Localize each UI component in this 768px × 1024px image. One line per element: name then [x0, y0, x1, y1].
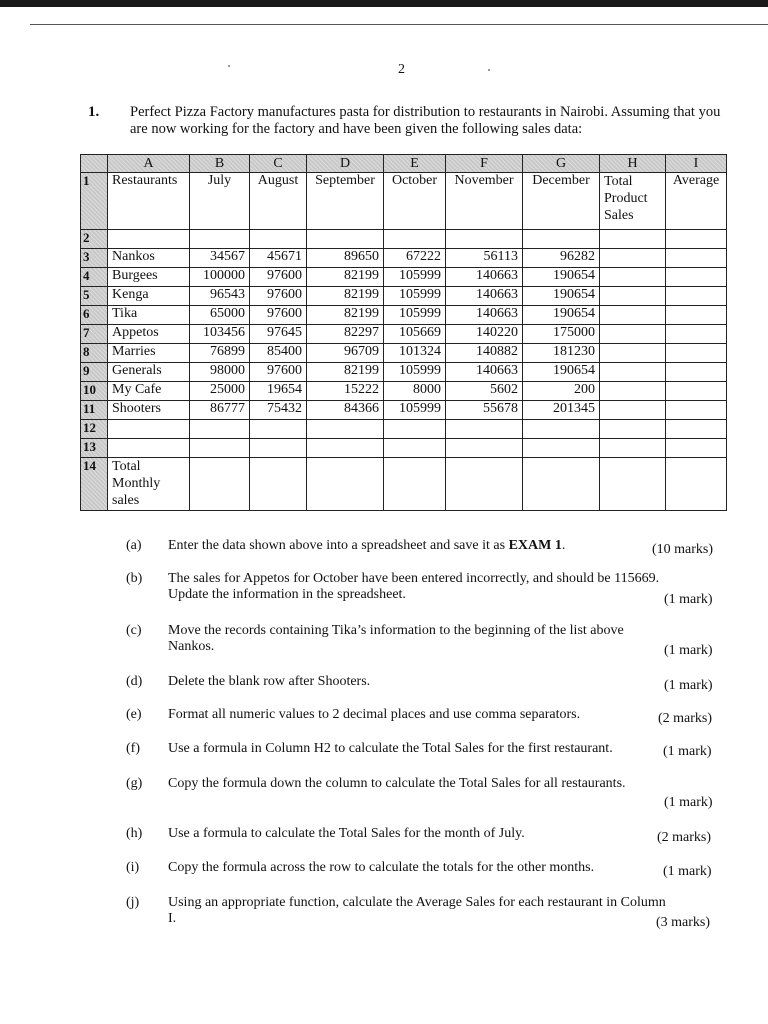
sales-cell: 19654 [250, 382, 307, 401]
total-cell [384, 458, 446, 511]
sales-cell [446, 439, 523, 458]
sales-cell: 97645 [250, 325, 307, 344]
restaurant-cell: My Cafe [108, 382, 190, 401]
sales-cell: 8000 [384, 382, 446, 401]
total-cell [190, 458, 250, 511]
header-cell-december: December [523, 173, 600, 230]
task-text: Copy the formula down the column to calculate the Total Sales for all restaurants. [168, 776, 626, 791]
header-cell-total-product-sales: Total Product Sales [600, 173, 666, 230]
sales-cell: 105999 [384, 401, 446, 420]
task-label: (g) [126, 776, 143, 791]
task-text: Use a formula to calculate the Total Sales for the month of July. [168, 826, 525, 841]
task-text: Copy the formula across the row to calculate the totals for the other months. [168, 860, 595, 875]
data-row [81, 287, 727, 306]
restaurant-cell [108, 230, 190, 249]
sales-cell: 97600 [250, 363, 307, 382]
sales-cell [600, 439, 666, 458]
sales-cell [666, 249, 727, 268]
row-number: 14 [81, 458, 108, 511]
sales-cell: 175000 [523, 325, 600, 344]
sales-cell [600, 306, 666, 325]
header-cell-november: November [446, 173, 523, 230]
sales-cell: 82199 [307, 287, 384, 306]
sales-cell: 190654 [523, 287, 600, 306]
sales-cell [600, 249, 666, 268]
task-label: (i) [126, 860, 140, 875]
task-label: (h) [126, 826, 143, 841]
column-header-h: H [600, 155, 666, 173]
column-header-f: F [446, 155, 523, 173]
sales-cell: 181230 [523, 344, 600, 363]
task-text: Using an appropriate function, calculate the Average Sales for each restaurant in Column I. [168, 895, 666, 926]
sales-cell: 200 [523, 382, 600, 401]
sales-cell [384, 420, 446, 439]
sales-cell: 97600 [250, 287, 307, 306]
sales-cell [250, 230, 307, 249]
sales-cell [600, 230, 666, 249]
sales-cell: 96543 [190, 287, 250, 306]
data-row [81, 325, 727, 344]
sales-cell [384, 230, 446, 249]
sales-cell [523, 439, 600, 458]
row-number: 1 [81, 173, 108, 230]
sales-cell [384, 439, 446, 458]
header-row [81, 173, 727, 230]
sales-cell: 96709 [307, 344, 384, 363]
total-cell [600, 458, 666, 511]
page-header-rule [30, 24, 768, 25]
task-marks: (1 mark) [663, 744, 712, 759]
sales-cell: 190654 [523, 268, 600, 287]
restaurant-cell: Appetos [108, 325, 190, 344]
sales-cell: 25000 [190, 382, 250, 401]
restaurant-cell: Marries [108, 344, 190, 363]
sales-cell: 84366 [307, 401, 384, 420]
task-text-part: Enter the data shown above into a spreadsheet and save it as [168, 538, 509, 553]
task-label: (c) [126, 623, 142, 638]
row-number: 4 [81, 268, 108, 287]
sales-cell [446, 420, 523, 439]
sales-cell: 100000 [190, 268, 250, 287]
sales-cell [523, 420, 600, 439]
sales-cell [666, 401, 727, 420]
task-filename: EXAM 1 [508, 538, 562, 553]
header-cell-august: August [250, 173, 307, 230]
sales-cell: 101324 [384, 344, 446, 363]
data-row [81, 344, 727, 363]
sales-spreadsheet [80, 154, 727, 511]
sales-cell: 85400 [250, 344, 307, 363]
sales-cell: 140663 [446, 363, 523, 382]
column-header-b: B [190, 155, 250, 173]
data-row [81, 439, 727, 458]
sales-cell: 82297 [307, 325, 384, 344]
sales-cell: 76899 [190, 344, 250, 363]
sales-cell [666, 230, 727, 249]
task-text: Delete the blank row after Shooters. [168, 674, 371, 689]
sales-cell: 97600 [250, 306, 307, 325]
restaurant-cell [108, 420, 190, 439]
sales-cell: 140882 [446, 344, 523, 363]
column-header-a: A [108, 155, 190, 173]
sales-cell [307, 230, 384, 249]
question-intro: Perfect Pizza Factory manufactures pasta for distribution to restaurants in Nairobi. Assuming that you are now working for the factory and have been given the following sales data: [130, 104, 721, 137]
sales-cell: 105999 [384, 287, 446, 306]
sales-cell [666, 268, 727, 287]
sales-cell [666, 363, 727, 382]
header-cell-september: September [307, 173, 384, 230]
row-number: 8 [81, 344, 108, 363]
scan-speck [488, 69, 490, 71]
column-header-i: I [666, 155, 727, 173]
restaurant-cell [108, 439, 190, 458]
row-number: 12 [81, 420, 108, 439]
sales-cell: 105999 [384, 268, 446, 287]
total-cell [523, 458, 600, 511]
sales-cell: 140663 [446, 287, 523, 306]
restaurant-cell: Nankos [108, 249, 190, 268]
sales-cell: 15222 [307, 382, 384, 401]
task-label: (a) [126, 538, 142, 553]
row-number: 10 [81, 382, 108, 401]
column-header-d: D [307, 155, 384, 173]
sales-cell [307, 420, 384, 439]
data-row [81, 382, 727, 401]
sales-cell: 86777 [190, 401, 250, 420]
task-marks: (3 marks) [656, 915, 711, 930]
total-cell [250, 458, 307, 511]
task-text: Format all numeric values to 2 decimal places and use comma separators. [168, 707, 581, 722]
sales-cell [666, 344, 727, 363]
task-text: Move the records containing Tika’s information to the beginning of the list above Nankos. [168, 623, 624, 654]
restaurant-cell: Generals [108, 363, 190, 382]
scan-speck [228, 65, 230, 67]
sales-cell: 105999 [384, 306, 446, 325]
total-cell [446, 458, 523, 511]
data-row [81, 230, 727, 249]
column-header-c: C [250, 155, 307, 173]
data-row [81, 401, 727, 420]
task-text [168, 538, 645, 554]
sales-cell [190, 420, 250, 439]
task-marks: (1 mark) [664, 678, 713, 693]
header-cell-average: Average [666, 173, 727, 230]
task-label: (b) [126, 571, 143, 586]
header-cell-july: July [190, 173, 250, 230]
sales-cell: 103456 [190, 325, 250, 344]
sales-cell: 140663 [446, 268, 523, 287]
sales-cell: 105999 [384, 363, 446, 382]
task-label: (e) [126, 707, 142, 722]
sales-cell: 67222 [384, 249, 446, 268]
task-marks: (1 mark) [664, 592, 713, 607]
sales-cell: 82199 [307, 363, 384, 382]
sales-cell: 190654 [523, 306, 600, 325]
data-row [81, 363, 727, 382]
data-row [81, 306, 727, 325]
task-marks: (2 marks) [657, 830, 712, 845]
sales-cell: 140663 [446, 306, 523, 325]
task-text-part: . [561, 538, 566, 553]
sales-cell: 97600 [250, 268, 307, 287]
row-number: 13 [81, 439, 108, 458]
task-text: Use a formula in Column H2 to calculate the Total Sales for the first restaurant. [168, 741, 613, 756]
sales-cell: 82199 [307, 306, 384, 325]
restaurant-cell: Tika [108, 306, 190, 325]
sales-cell [600, 382, 666, 401]
header-cell-restaurants: Restaurants [108, 173, 190, 230]
row-number: 7 [81, 325, 108, 344]
row-number: 11 [81, 401, 108, 420]
sales-cell: 82199 [307, 268, 384, 287]
sales-cell [600, 325, 666, 344]
data-row [81, 420, 727, 439]
row-number: 6 [81, 306, 108, 325]
sales-cell: 75432 [250, 401, 307, 420]
sales-cell [666, 287, 727, 306]
task-marks: (2 marks) [658, 711, 713, 726]
sales-cell [190, 230, 250, 249]
task-marks: (1 mark) [664, 795, 713, 810]
task-marks: (1 mark) [664, 643, 713, 658]
sales-cell [307, 439, 384, 458]
sales-cell [666, 439, 727, 458]
sales-cell [666, 306, 727, 325]
scan-top-border [0, 0, 768, 7]
sales-cell [190, 439, 250, 458]
question-number: 1. [88, 104, 100, 120]
sales-cell [666, 325, 727, 344]
task-marks: (1 mark) [663, 864, 712, 879]
task-label: (f) [126, 741, 140, 756]
task-label: (d) [126, 674, 143, 689]
total-row [81, 458, 727, 511]
sales-cell [600, 420, 666, 439]
row-number: 9 [81, 363, 108, 382]
sales-cell [446, 230, 523, 249]
data-row [81, 249, 727, 268]
sheet-corner [81, 155, 108, 173]
sales-cell [600, 401, 666, 420]
sales-cell: 55678 [446, 401, 523, 420]
sales-cell [250, 439, 307, 458]
column-header-g: G [523, 155, 600, 173]
column-header-e: E [384, 155, 446, 173]
data-row [81, 268, 727, 287]
sales-cell [666, 382, 727, 401]
row-number: 2 [81, 230, 108, 249]
sales-cell: 98000 [190, 363, 250, 382]
task-marks: (10 marks) [652, 542, 714, 557]
sales-cell: 201345 [523, 401, 600, 420]
sales-cell: 89650 [307, 249, 384, 268]
restaurant-cell: Kenga [108, 287, 190, 306]
total-cell [307, 458, 384, 511]
restaurant-cell: Shooters [108, 401, 190, 420]
sales-cell [600, 287, 666, 306]
task-label: (j) [126, 895, 140, 910]
sales-cell [600, 344, 666, 363]
sales-cell: 190654 [523, 363, 600, 382]
sales-cell [600, 363, 666, 382]
sales-cell: 56113 [446, 249, 523, 268]
sales-cell: 5602 [446, 382, 523, 401]
row-number: 5 [81, 287, 108, 306]
task-text: The sales for Appetos for October have been entered incorrectly, and should be 115669. Update the information in the spreadsheet. [168, 571, 660, 602]
sales-cell: 34567 [190, 249, 250, 268]
sales-cell: 105669 [384, 325, 446, 344]
row-number: 3 [81, 249, 108, 268]
sales-cell: 140220 [446, 325, 523, 344]
total-monthly-sales-label: Total Monthly sales [108, 458, 190, 511]
sales-cell [666, 420, 727, 439]
sales-cell: 65000 [190, 306, 250, 325]
restaurant-cell: Burgees [108, 268, 190, 287]
page-number: 2 [398, 62, 405, 77]
sales-cell: 96282 [523, 249, 600, 268]
sales-cell [250, 420, 307, 439]
sales-cell [600, 268, 666, 287]
total-cell [666, 458, 727, 511]
sales-cell: 45671 [250, 249, 307, 268]
header-cell-october: October [384, 173, 446, 230]
sales-cell [523, 230, 600, 249]
